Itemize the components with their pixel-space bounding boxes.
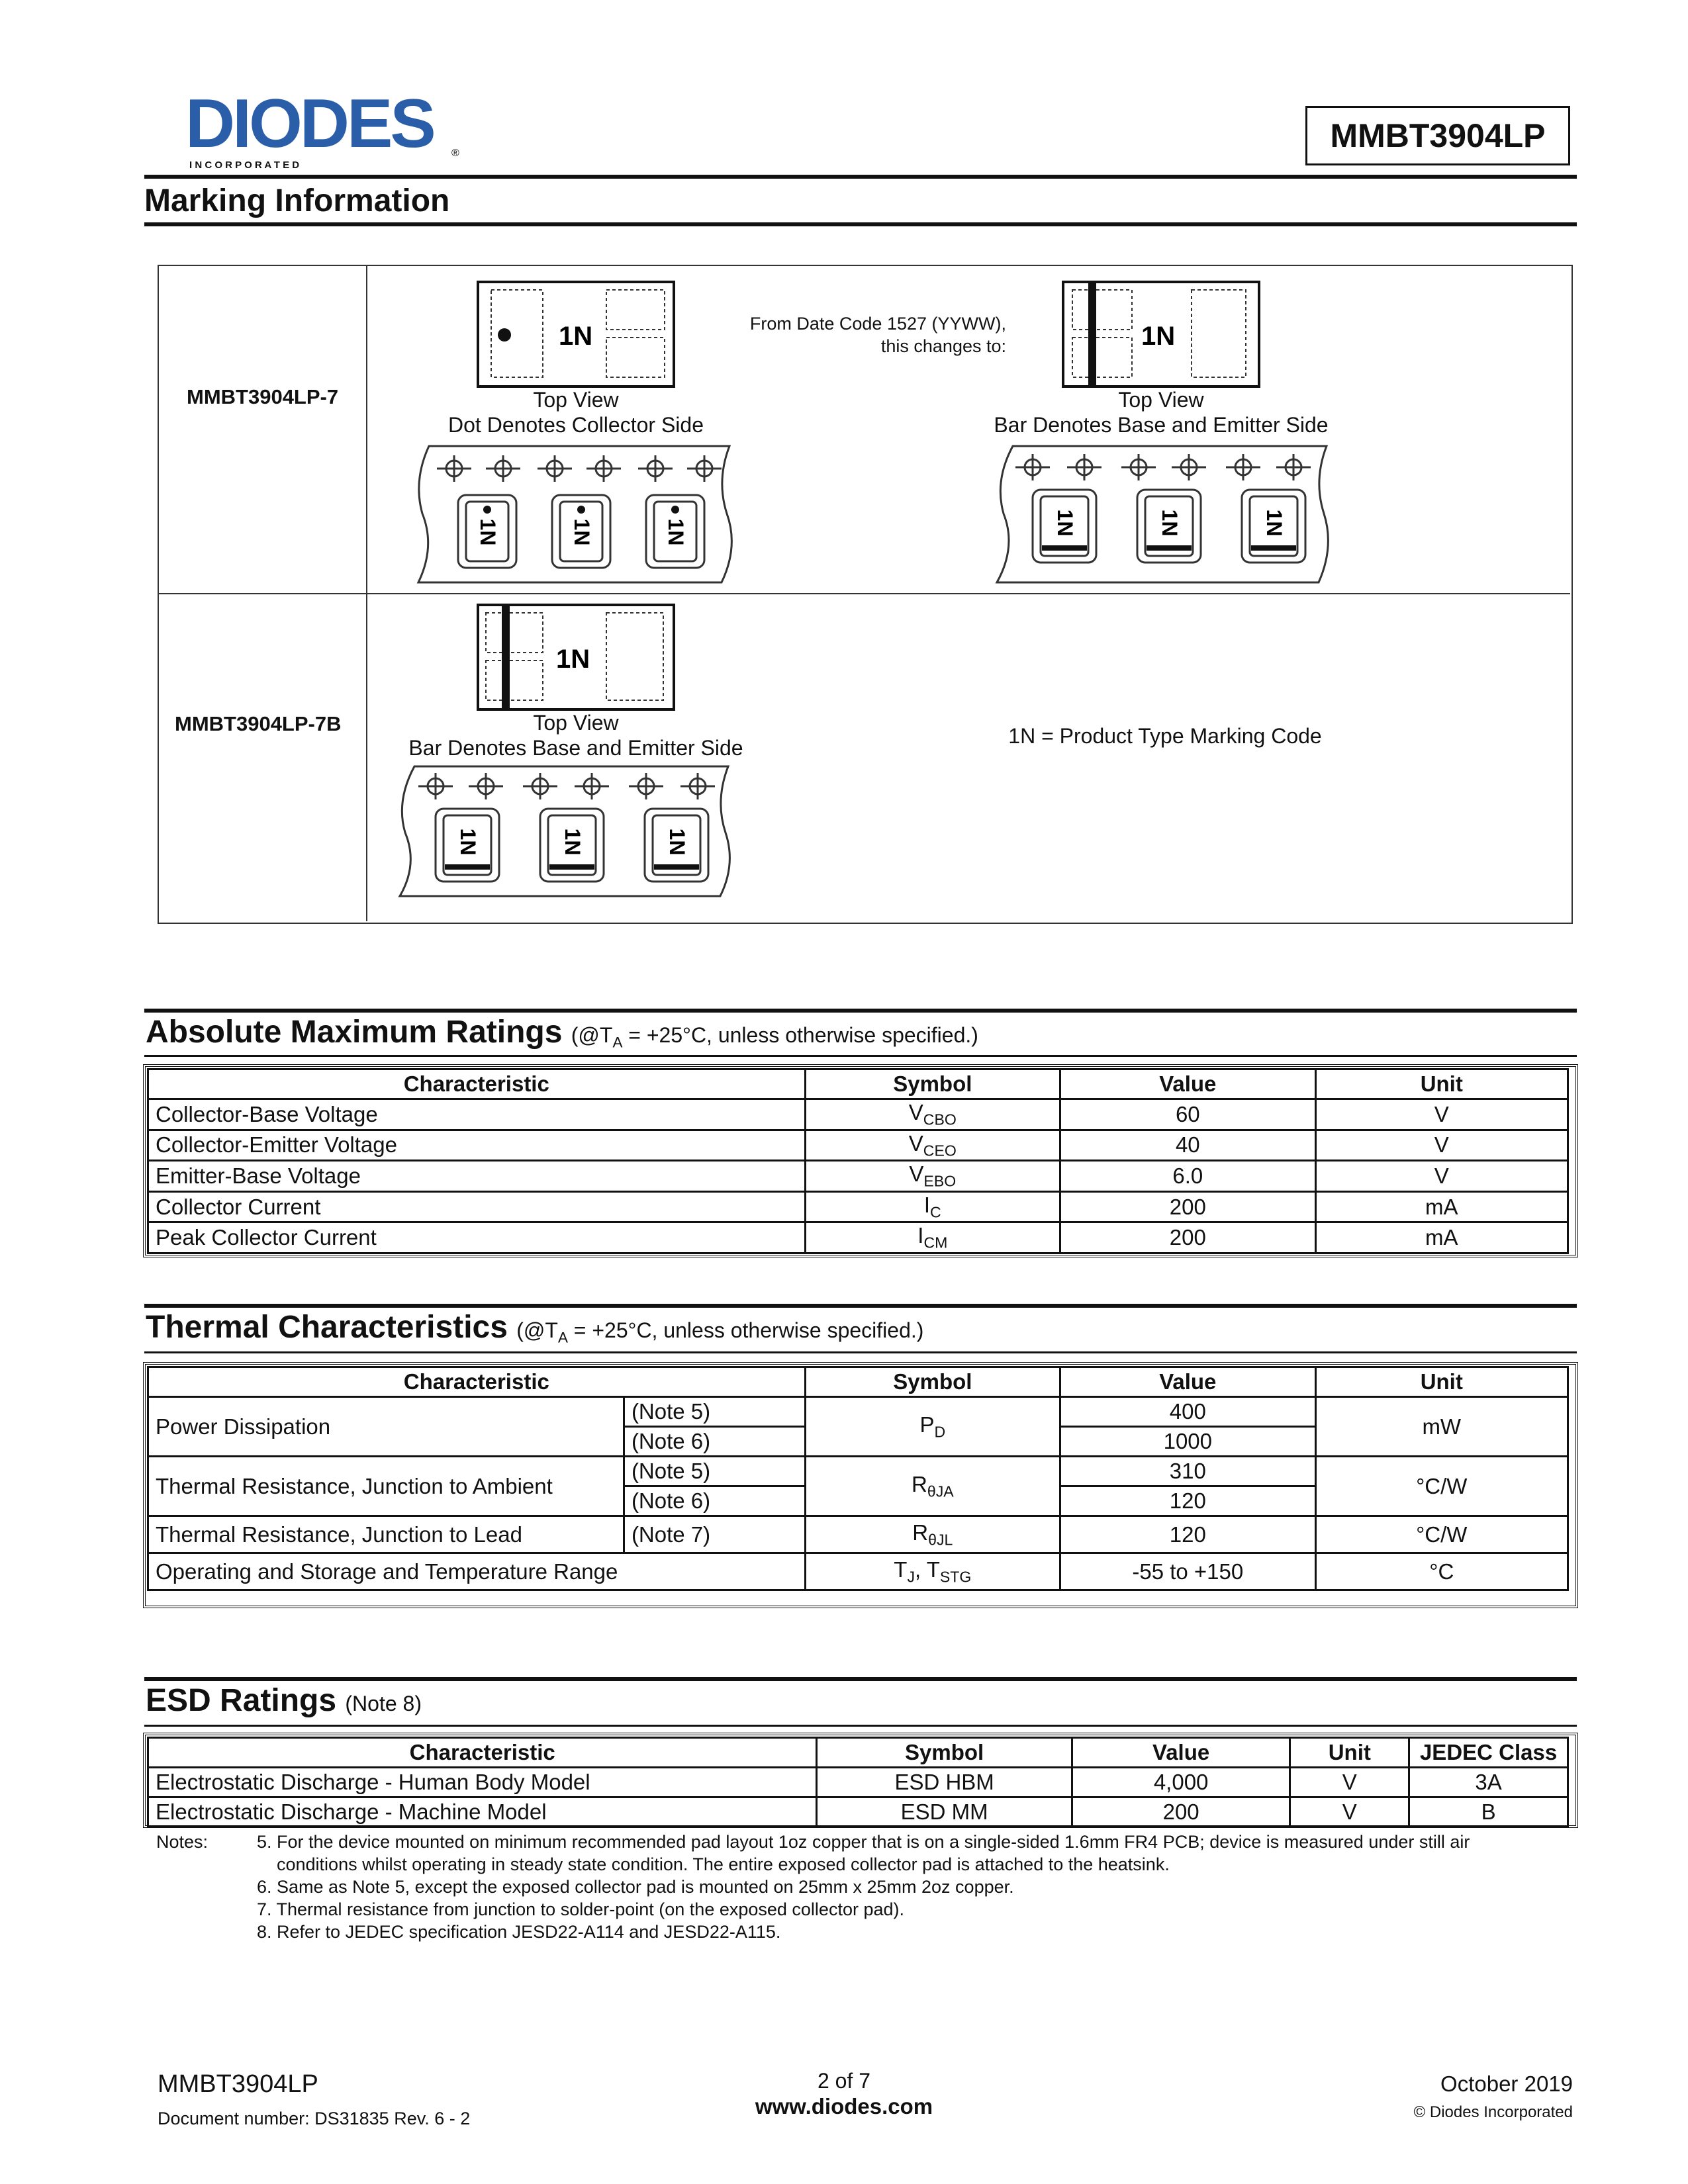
- svg-text:®: ®: [451, 148, 459, 159]
- svg-text:1N: 1N: [556, 645, 590, 674]
- row1-part-label: MMBT3904LP-7: [187, 385, 339, 408]
- table-row: Collector-Emitter Voltage $V_{CEO}$ 40 V: [148, 1130, 1568, 1161]
- caption-dot-collector: Dot Denotes Collector Side: [448, 413, 704, 437]
- caption-bar-base-emitter: Bar Denotes Base and Emitter Side: [994, 413, 1329, 437]
- tape-bar-orientation-7b: [391, 761, 748, 903]
- caption-top-view-2: Top View: [1118, 388, 1204, 412]
- footer-page: 2 of 7: [817, 2069, 871, 2093]
- diodes-logo: [184, 94, 462, 172]
- table-header-row: Characteristic Symbol Value Unit: [148, 1367, 1568, 1397]
- table-row: Peak Collector Current $I_{CM}$ 200 mA: [148, 1222, 1568, 1253]
- row2-part-label: MMBT3904LP-7B: [175, 712, 342, 735]
- table-row: (Note 6) 120: [148, 1486, 1568, 1516]
- svg-text:1N: 1N: [561, 828, 585, 856]
- amr-table: [147, 1068, 1569, 1254]
- tape-dot-orientation: [410, 441, 741, 589]
- package-bar-top-view: [1062, 281, 1260, 388]
- table-row: Thermal Resistance, Junction to Lead (Note 7) $R_{\theta JL}$ 120 °C/W: [148, 1516, 1568, 1553]
- caption-bar-base-emitter-7b: Bar Denotes Base and Emitter Side: [408, 736, 743, 760]
- package-dot-top-view: [477, 281, 675, 388]
- table-row: Operating and Storage and Temperature Range $T_J$, $T_{STG}$ -55 to +150 °C: [148, 1553, 1568, 1590]
- tape-bar-orientation-7: [986, 441, 1344, 589]
- footer-date: October 2019: [1440, 2071, 1573, 2096]
- svg-text:1N: 1N: [559, 322, 593, 351]
- thermal-title: Thermal Characteristics ($@T_A = +25^\circ C$, unless otherwise specified.): [146, 1310, 924, 1346]
- svg-text:1N: 1N: [570, 518, 594, 546]
- package-7b-top-view: [477, 604, 675, 711]
- svg-text:1N: 1N: [664, 518, 688, 546]
- marking-table: [158, 265, 1573, 924]
- svg-text:1N: 1N: [665, 828, 689, 856]
- header-rule: [144, 175, 1577, 179]
- table-header-row: Characteristic Symbol Value Unit JEDEC Class: [148, 1738, 1568, 1768]
- table-row: Emitter-Base Voltage $V_{EBO}$ 6.0 V: [148, 1161, 1568, 1192]
- footer-docnum: Document number: DS31835 Rev. 6 - 2: [158, 2109, 471, 2128]
- table-row: (Note 6) 1000: [148, 1427, 1568, 1457]
- thermal-table: [147, 1366, 1569, 1591]
- svg-text:1N: 1N: [1262, 509, 1286, 537]
- table-row: Collector-Base Voltage $V_{CBO}$ 60 V: [148, 1099, 1568, 1130]
- footer-copyright: © Diodes Incorporated: [1413, 2103, 1573, 2121]
- footer-part: MMBT3904LP: [158, 2070, 318, 2098]
- amr-title: Absolute Maximum Ratings ($@T_A = +25^\circ C$, unless otherwise specified.): [146, 1015, 978, 1051]
- table-row: Power Dissipation (Note 5) $P_D$ 400 mW: [148, 1397, 1568, 1427]
- table-header-row: Characteristic Symbol Value Unit: [148, 1069, 1568, 1099]
- svg-text:1N: 1N: [1158, 509, 1182, 537]
- part-number-box: MMBT3904LP: [1305, 106, 1570, 165]
- svg-text:1N: 1N: [1141, 322, 1176, 351]
- logo-subtext: I N C O R P O R A T E D: [189, 159, 300, 171]
- caption-top-view-3: Top View: [533, 711, 619, 735]
- svg-text:1N: 1N: [456, 828, 480, 856]
- caption-top-view-1: Top View: [533, 388, 619, 412]
- svg-text:1N: 1N: [476, 518, 500, 546]
- date-code-note: From Date Code 1527 (YYWW), this changes to:: [749, 314, 1006, 356]
- marking-rule: [144, 222, 1577, 226]
- esd-title: ESD Ratings (Note 8): [146, 1683, 422, 1718]
- table-row: Electrostatic Discharge - Machine Model ESD MM 200 V B: [148, 1797, 1568, 1827]
- marking-title: Marking Information: [144, 183, 450, 218]
- svg-text:1N: 1N: [1053, 509, 1077, 537]
- table-row: Collector Current $I_C$ 200 mA: [148, 1191, 1568, 1222]
- table-row: Thermal Resistance, Junction to Ambient (Note 5) $R_{\theta JA}$ 310 °C/W: [148, 1457, 1568, 1486]
- footer-url-link[interactable]: www.diodes.com: [755, 2094, 933, 2118]
- product-code-note: 1N = Product Type Marking Code: [1008, 724, 1322, 748]
- table-row: Electrostatic Discharge - Human Body Model ESD HBM 4,000 V 3A: [148, 1768, 1568, 1797]
- esd-table: [147, 1737, 1569, 1828]
- logo-text: DIODES: [185, 94, 434, 162]
